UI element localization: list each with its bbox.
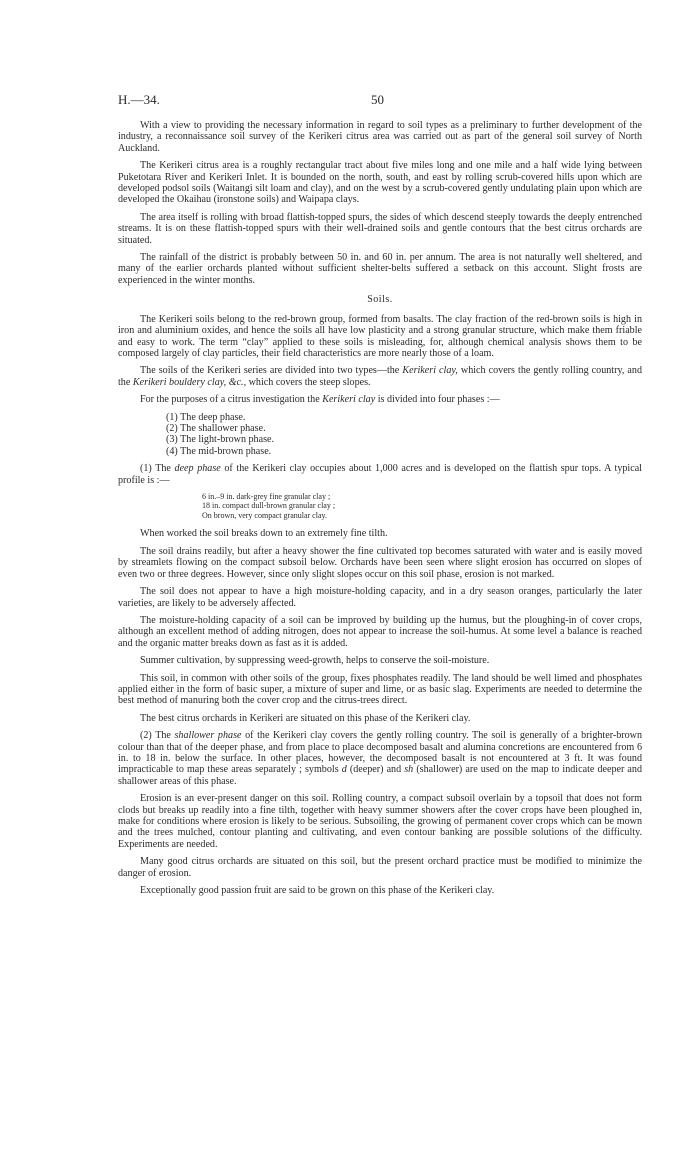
emphasis-kerikeri-clay: Kerikeri clay [322, 394, 376, 406]
emphasis-bouldery-clay: Kerikeri bouldery clay, &c., [132, 376, 247, 388]
text-run: which covers the gently rolling country, and the [118, 365, 642, 388]
profile-layer: 6 in.–9 in. dark-grey fine granular clay ; [202, 491, 331, 501]
text-run: The soils of the Kerikeri series are divided into two types—the [140, 365, 403, 377]
paragraph: The Kerikeri soils belong to the red-brown group, formed from basalts. The clay fraction of the red-brown soils is high in iron and aluminium oxides, and hence the soils all have low plasticity and a strong granular structure, which make them friable and easy to work. The term “clay” applied to these soils is misleading, for, although chemical analysis shows them to be composed largely of clay particles, their field characteristics are more nearly those of a loam. [118, 313, 642, 359]
map-symbol-sh: sh [404, 764, 414, 776]
phase-item: (1) The deep phase. [166, 411, 246, 423]
paragraph: When worked the soil breaks down to an extremely fine tilth. [140, 528, 388, 540]
document-reference: H.—34. [118, 92, 160, 107]
page-number: 50 [371, 92, 384, 107]
paragraph: With a view to providing the necessary information in regard to soil types as a preliminary to further development of the industry, a reconnaissance soil survey of the Kerikeri citrus area was carried out as part of the general soil survey of North Auckland. [118, 120, 642, 154]
phase-item: (4) The mid-brown phase. [166, 445, 272, 457]
paragraph: The soil does not appear to have a high moisture-holding capacity, and in a dry season oranges, particularly the later varieties, are likely to be adversely affected. [118, 586, 642, 609]
section-heading-soils: Soils. [367, 294, 393, 306]
map-symbol-d: d [341, 764, 347, 776]
text-run: which covers the steep slopes. [246, 376, 371, 388]
paragraph: Summer cultivation, by suppressing weed-growth, helps to conserve the soil-moisture. [140, 655, 490, 667]
text-run: (2) The [140, 730, 175, 742]
paragraph-phases-intro [118, 394, 642, 405]
emphasis-deep-phase: deep phase [174, 463, 221, 475]
paragraph-shallower-phase [118, 730, 642, 787]
paragraph: The moisture-holding capacity of a soil can be improved by building up the humus, but the ploughing-in of cover crops, although an excellent method of adding nitrogen, does not appear to increase the soil-humus. At some level a balance is reached and the organic matter breaks down as fast as it is added. [118, 614, 642, 649]
paragraph-deep-phase [118, 463, 642, 486]
text-run: (shallower) are used on the map to indicate deeper and shallower areas of this phase. [118, 764, 643, 787]
paragraph: The best citrus orchards in Kerikeri are situated on this phase of the Kerikeri clay. [140, 712, 471, 724]
paragraph-soil-types [118, 365, 642, 388]
paragraph: This soil, in common with other soils of the group, fixes phosphates readily. The land should be well limed and phosphates applied either in the form of basic super, a mixture of super and lime, or as basic slag. Experiments are needed to determine the best method of manuring both the cover crop and the citrus-trees direct. [118, 672, 642, 707]
paragraph: The soil drains readily, but after a heavy shower the fine cultivated top becomes saturated with water and is easily moved by streamlets flowing on the compact subsoil below. Orchards have been seen where slight erosion has occurred on slopes of even two or three degrees. However, since only slight slopes occur on this soil phase, erosion is not marked. [118, 545, 642, 580]
paragraph: Erosion is an ever-present danger on this soil. Rolling country, a compact subsoil overlain by a topsoil that does not form clods but breaks up readily into a fine tilth, together with heavy summer showers after the cover crops have been ploughed in, make for conditions where erosion is likely to be serious. Subsoiling, the growing of permanent cover crops which can be mown and the trees mulched, contour planting and cultivating, and even contour banking are possible solutions of the difficulty. Experiments are needed. [118, 793, 642, 850]
phase-list [118, 412, 642, 458]
profile-layer: 18 in. compact dull-brown granular clay ; [202, 501, 336, 511]
text-run: is divided into four phases :— [375, 394, 500, 406]
phase-item: (3) The light-brown phase. [166, 434, 275, 446]
paragraph: The area itself is rolling with broad flattish-topped spurs, the sides of which descend steeply towards the deeply entrenched streams. It is on these flattish-topped spurs with their well-drained soils and gentle contours that the best citrus orchards are situated. [118, 211, 642, 246]
text-run: (1) The [140, 463, 175, 475]
profile-layer: On brown, very compact granular clay. [202, 510, 327, 520]
paragraph: Exceptionally good passion fruit are said to be grown on this phase of the Kerikeri clay. [140, 885, 495, 897]
soil-profile [202, 492, 642, 521]
text-run: of the Kerikeri clay covers the gently rolling country. The soil is generally of a brighter-brown colour than that of the deeper phase, and from place to place decomposed basalt and alumina concretions are encountered from 6 in. to 18 in. below the surface. In other places, however, the decomposed basalt is not encountered at 3 ft. It was found impracticable to map these areas separately ; symbols [118, 730, 643, 776]
document-body [118, 120, 642, 902]
paragraph: The Kerikeri citrus area is a roughly rectangular tract about five miles long and one mile and a half wide lying between Puketotara River and Kerikeri Inlet. It is bounded on the north, south, and east by rolling scrub-covered hills upon which are developed podsol soils (Waitangi silt loam and clay), and on the west by a scrub-covered gently undulating plain upon which are developed the Okaihau (ironstone soils) and Waipapa clays. [118, 160, 642, 206]
text-run: For the purposes of a citrus investigation the [140, 394, 323, 406]
text-run: (deeper) and [346, 764, 405, 776]
paragraph: Many good citrus orchards are situated on this soil, but the present orchard practice must be modified to minimize the danger of erosion. [118, 856, 642, 879]
phase-item: (2) The shallower phase. [166, 422, 266, 434]
paragraph: The rainfall of the district is probably between 50 in. and 60 in. per annum. The area is not naturally well sheltered, and many of the earlier orchards planted without sufficient shelter-belts suffered a setback on this account. Slight frosts are experienced in the winter months. [118, 252, 642, 286]
text-run: of the Kerikeri clay occupies about 1,000 acres and is developed on the flattish spur tops. A typical profile is :— [118, 463, 642, 486]
emphasis-kerikeri-clay: Kerikeri clay, [402, 365, 458, 377]
emphasis-shallower-phase: shallower phase [174, 730, 242, 742]
